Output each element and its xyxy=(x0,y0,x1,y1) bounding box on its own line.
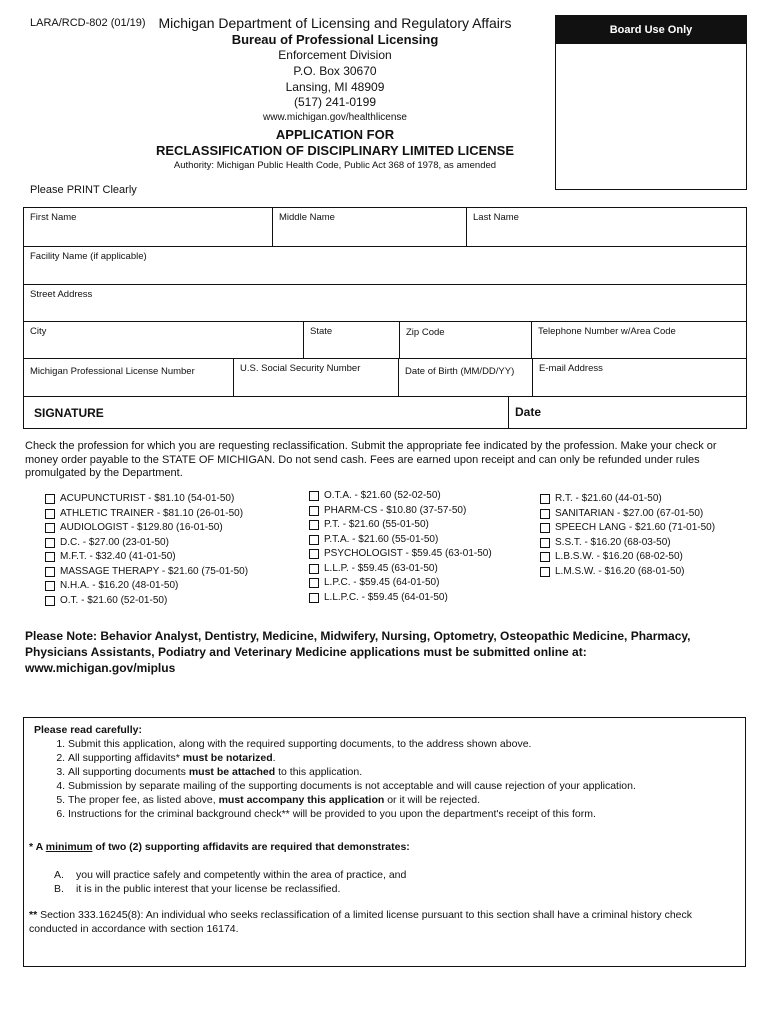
instructions-paragraph: Check the profession for which you are requesting reclassification. Submit the appropriate fee indicated by the profession. Make your check or money order payable to the STATE OF MICHIGAN. Do not send cash. Fees are earned upon receipt and can only be refunded under rules promulgated by the Department. xyxy=(25,440,717,479)
profession-label: S.S.T. - $16.20 (68-03-50) xyxy=(555,536,671,548)
checkbox[interactable] xyxy=(45,509,55,519)
profession-label: L.L.P.C. - $59.45 (64-01-50) xyxy=(324,591,448,603)
profession-label: MASSAGE THERAPY - $21.60 (75-01-50) xyxy=(60,565,249,577)
profession-option[interactable] xyxy=(45,579,248,594)
department-name: Michigan Department of Licensing and Regulatory Affairs xyxy=(158,15,512,31)
profession-label: P.T.A. - $21.60 (55-01-50) xyxy=(324,533,439,545)
date-label: Date xyxy=(515,405,542,419)
profession-column-1 xyxy=(45,492,248,608)
middle-name-field[interactable] xyxy=(272,207,467,247)
checkbox[interactable] xyxy=(540,552,550,562)
date-of-birth-label: Date of Birth (MM/DD/YY) xyxy=(405,366,515,377)
read-carefully-box xyxy=(23,717,746,967)
checkbox[interactable] xyxy=(309,520,319,530)
checkbox[interactable] xyxy=(45,596,55,606)
checkbox[interactable] xyxy=(309,549,319,559)
instruction-item: 4. Submission by separate mailing of the supporting documents is not acceptable and will cause rejection of your application. xyxy=(68,779,636,793)
license-number-label: Michigan Professional License Number xyxy=(30,366,195,377)
checkbox[interactable] xyxy=(540,567,550,577)
profession-label: L.L.P. - $59.45 (63-01-50) xyxy=(324,562,438,574)
checkbox[interactable] xyxy=(45,567,55,577)
profession-label: PHARM-CS - $10.80 (37-57-50) xyxy=(324,504,467,516)
instruction-item: 5. The proper fee, as listed above, must accompany this application or it will be rejected. xyxy=(68,793,636,807)
checkbox[interactable] xyxy=(309,506,319,516)
instruction-item: 6. Instructions for the criminal background check** will be provided to you upon the department's receipt of this form. xyxy=(68,807,636,821)
profession-column-3 xyxy=(540,492,715,579)
profession-option[interactable] xyxy=(309,576,492,591)
signature-field[interactable] xyxy=(23,396,509,429)
profession-option[interactable] xyxy=(540,565,715,580)
profession-label: SANITARIAN - $27.00 (67-01-50) xyxy=(555,507,704,519)
profession-label: ACUPUNCTURIST - $81.10 (54-01-50) xyxy=(60,493,235,504)
profession-option[interactable] xyxy=(45,507,248,522)
profession-option[interactable] xyxy=(309,504,492,519)
profession-option[interactable] xyxy=(45,492,248,507)
read-carefully-title: Please read carefully: xyxy=(34,724,142,736)
profession-label: O.T.A. - $21.60 (52-02-50) xyxy=(324,490,441,501)
profession-option[interactable] xyxy=(540,521,715,536)
instruction-item: 1. Submit this application, along with the required supporting documents, to the address shown above. xyxy=(68,737,636,751)
checkbox[interactable] xyxy=(309,535,319,545)
zip-code-field[interactable] xyxy=(399,321,532,359)
checkbox[interactable] xyxy=(45,523,55,533)
profession-label: L.B.S.W. - $16.20 (68-02-50) xyxy=(555,551,683,562)
profession-option[interactable] xyxy=(309,489,492,504)
section-footnote: ** Section 333.16245(8): An individual who seeks reclassification of a limited license pursuant to this section shall have a criminal history check conducted in accordance with section 16174. xyxy=(29,909,693,935)
date-field[interactable] xyxy=(508,396,747,429)
form-code: LARA/RCD-802 (01/19) xyxy=(30,17,146,29)
website: www.michigan.gov/healthlicense xyxy=(263,112,407,123)
profession-label: SPEECH LANG - $21.60 (71-01-50) xyxy=(555,522,716,533)
license-number-field[interactable] xyxy=(23,358,234,397)
checkbox[interactable] xyxy=(309,578,319,588)
profession-option[interactable] xyxy=(309,547,492,562)
instruction-item: 3. All supporting documents must be attached to this application. xyxy=(68,765,636,779)
checkbox[interactable] xyxy=(309,491,319,501)
form-title-line2: RECLASSIFICATION OF DISCIPLINARY LIMITED LICENSE xyxy=(156,143,514,158)
profession-option[interactable] xyxy=(45,594,248,609)
email-field[interactable] xyxy=(532,358,747,397)
instruction-item: 2. All supporting affidavits* must be notarized. xyxy=(68,751,636,765)
instruction-list xyxy=(44,737,636,821)
criteria-a: A. you will practice safely and competently within the area of practice, and xyxy=(54,869,407,881)
division-name: Enforcement Division xyxy=(278,48,392,62)
first-name-label: First Name xyxy=(30,212,77,223)
ssn-label: U.S. Social Security Number xyxy=(240,363,361,374)
profession-label: ATHLETIC TRAINER - $81.10 (26-01-50) xyxy=(60,507,244,519)
profession-label: O.T. - $21.60 (52-01-50) xyxy=(60,594,168,606)
profession-option[interactable] xyxy=(45,565,248,580)
form-title-line1: APPLICATION FOR xyxy=(275,127,395,142)
email-label: E-mail Address xyxy=(539,363,603,374)
street-address-label: Street Address xyxy=(30,289,93,300)
profession-option[interactable] xyxy=(540,492,715,507)
telephone-field[interactable] xyxy=(531,321,747,359)
profession-label: P.T. - $21.60 (55-01-50) xyxy=(324,519,429,530)
profession-label: R.T. - $21.60 (44-01-50) xyxy=(555,493,662,504)
middle-name-label: Middle Name xyxy=(279,212,335,223)
profession-option[interactable] xyxy=(45,550,248,565)
profession-label: PSYCHOLOGIST - $59.45 (63-01-50) xyxy=(324,548,492,559)
checkbox[interactable] xyxy=(45,581,55,591)
signature-label: SIGNATURE xyxy=(34,406,104,420)
board-use-box xyxy=(555,15,747,190)
facility-name-field[interactable] xyxy=(23,246,747,285)
profession-label: L.P.C. - $59.45 (64-01-50) xyxy=(324,577,440,588)
city-line: Lansing, MI 48909 xyxy=(285,80,385,94)
criteria-b: B. it is in the public interest that your license be reclassified. xyxy=(54,883,341,895)
profession-option[interactable] xyxy=(309,518,492,533)
ssn-field[interactable] xyxy=(233,358,399,397)
profession-label: N.H.A. - $16.20 (48-01-50) xyxy=(60,580,179,591)
profession-option[interactable] xyxy=(309,562,492,577)
city-label: City xyxy=(30,326,47,337)
authority-line: Authority: Michigan Public Health Code, Public Act 368 of 1978, as amended xyxy=(173,160,497,171)
profession-option[interactable] xyxy=(309,533,492,548)
po-box: P.O. Box 30670 xyxy=(293,64,377,78)
profession-option[interactable] xyxy=(309,591,492,606)
print-clearly: Please PRINT Clearly xyxy=(30,184,137,196)
state-field[interactable] xyxy=(303,321,400,359)
profession-label: L.M.S.W. - $16.20 (68-01-50) xyxy=(555,565,685,577)
state-label: State xyxy=(310,326,333,337)
profession-label: M.F.T. - $32.40 (41-01-50) xyxy=(60,551,176,562)
profession-label: D.C. - $27.00 (23-01-50) xyxy=(60,536,169,548)
profession-option[interactable] xyxy=(540,550,715,565)
checkbox[interactable] xyxy=(540,538,550,548)
phone-number: (517) 241-0199 xyxy=(293,95,377,109)
checkbox[interactable] xyxy=(540,509,550,519)
profession-label: AUDIOLOGIST - $129.80 (16-01-50) xyxy=(60,522,223,533)
profession-option[interactable] xyxy=(540,507,715,522)
profession-option[interactable] xyxy=(45,536,248,551)
checkbox[interactable] xyxy=(309,564,319,574)
telephone-label: Telephone Number w/Area Code xyxy=(538,326,676,337)
bureau-name: Bureau of Professional Licensing xyxy=(231,32,439,47)
zip-code-label: Zip Code xyxy=(406,327,445,338)
checkbox[interactable] xyxy=(540,523,550,533)
affidavit-requirement: * A minimum of two (2) supporting affidavits are required that demonstrates: xyxy=(29,841,410,853)
city-field[interactable] xyxy=(23,321,304,359)
checkbox[interactable] xyxy=(45,538,55,548)
profession-option[interactable] xyxy=(45,521,248,536)
last-name-label: Last Name xyxy=(473,212,519,223)
profession-option[interactable] xyxy=(540,536,715,551)
checkbox[interactable] xyxy=(45,552,55,562)
date-of-birth-field[interactable] xyxy=(398,358,533,397)
checkbox[interactable] xyxy=(45,494,55,504)
board-use-label: Board Use Only xyxy=(556,16,746,44)
facility-name-label: Facility Name (if applicable) xyxy=(30,251,147,262)
checkbox[interactable] xyxy=(309,593,319,603)
street-address-field[interactable] xyxy=(23,284,747,322)
first-name-field[interactable] xyxy=(23,207,273,247)
checkbox[interactable] xyxy=(540,494,550,504)
profession-column-2 xyxy=(309,489,492,605)
online-applications-note: Please Note: Behavior Analyst, Dentistry, Medicine, Midwifery, Nursing, Optometry, Osteopathic Medicine, Pharmacy, Physicians Assistants, Podiatry and Veterinary Medicine applications must be submitted online at: www.michigan.gov/miplus xyxy=(25,629,691,675)
last-name-field[interactable] xyxy=(466,207,747,247)
affidavit-criteria xyxy=(54,868,406,896)
